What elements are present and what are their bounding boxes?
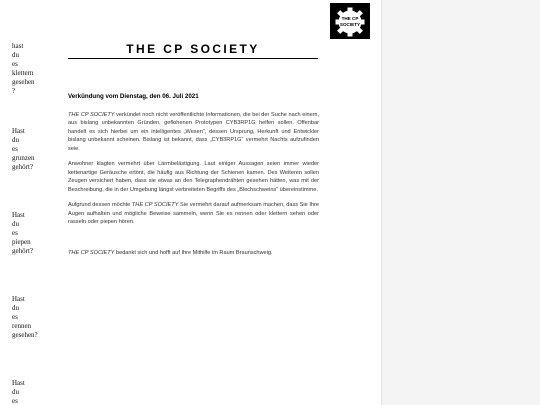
logo-line1: THE CP	[341, 16, 359, 21]
logo-line2: SOCIETY	[339, 22, 361, 27]
question-rennen	[12, 295, 58, 340]
question-word: klettern	[12, 69, 34, 78]
question-word: gesehen?	[12, 331, 38, 340]
question-word: piepen	[12, 238, 31, 247]
paragraph-2	[68, 160, 319, 194]
sidebar-questions	[0, 0, 58, 405]
society-name: THE CP SOCIETY	[68, 111, 115, 118]
question-word: grunzen	[12, 154, 35, 163]
question-word: du	[12, 304, 19, 313]
paragraph-text: Sie vermehrt darauf aufmerksam machen, dass Sie Ihre Augen aufhalten und mögliche Beweise sammeln, wenn Sie es rennen oder klettern sehen oder rasseln oder piepen hören.	[68, 202, 319, 225]
society-logo[interactable]	[330, 3, 370, 39]
question-word: Hast	[12, 379, 25, 387]
question-word: ?	[12, 87, 16, 96]
question-word: es	[12, 60, 18, 69]
question-word: gehört?	[12, 163, 33, 172]
question-word: Hast	[12, 295, 25, 303]
question-word: gesehen	[12, 78, 35, 87]
question-word: du	[12, 51, 19, 60]
question-grunzen	[12, 127, 58, 172]
question-word: es	[12, 397, 18, 405]
question-word: du	[12, 220, 19, 229]
question-klettern	[12, 42, 58, 97]
page-title: THE CP SOCIETY	[126, 42, 260, 56]
society-name: THE CP SOCIETY	[131, 202, 179, 208]
question-piepen	[12, 211, 58, 256]
question-word: rennen	[12, 322, 32, 331]
page-edge	[381, 0, 382, 405]
paragraph-text: verkündet noch nicht veröffentlichte Informationen, die bei der Suche nach einem, aus bislang unbekannten Gründen, geflohenen Prototypen CYB3RP1G helfen sollen. Offenbar handelt es sich hierbei um ein intelligentes „Wesen“, dessen Ursprung, Herkunft und Entwickler bislang unbekannt scheinen. Bislang ist bekannt, dass „CYB3RP1G“ vermehrt Nachts aufzufinden seie.	[68, 111, 319, 152]
question-word: gehört?	[12, 247, 33, 256]
paragraph-text: Aufgrund dessen möchte	[68, 202, 132, 208]
paragraph-1	[68, 111, 319, 154]
paragraph-text: Anwohner klagten vermehrt über Lärmbelästigung. Laut einiger Aussagen seien immer wieder kettenartige Geräusche ertönt, die häufig aus Richtung der Schienen kamen. Des Weiteren sollen Zeugen versichert haben, dass sie etwas an den Telegraphendrähten gesehen hätten, was mit der Beschreibung, die in der Umgebung längst verbreiteten Begriffs des „Blechschweins“ übereinstimme.	[68, 161, 319, 193]
question-word: es	[12, 145, 18, 154]
question-word: du	[12, 136, 19, 145]
question-partial	[12, 379, 58, 405]
paragraph-text: bedankt sich und hofft auf Ihre Mithilfe im Raum Braunschweig.	[114, 249, 273, 256]
question-word: es	[12, 313, 18, 322]
question-word: es	[12, 229, 18, 238]
society-name: THE CP SOCIETY	[68, 249, 115, 256]
announcement-heading: Verkündung vom Dienstag, den 06. Juli 2021	[68, 93, 199, 100]
title-divider	[68, 58, 318, 59]
question-word: hast	[12, 42, 24, 50]
announcement-body	[68, 93, 319, 264]
question-word: du	[12, 388, 19, 397]
paragraph-3	[68, 201, 319, 227]
question-word: Hast	[12, 127, 25, 135]
gear-icon	[330, 3, 370, 39]
closing-paragraph	[68, 249, 319, 258]
question-word: Hast	[12, 211, 25, 219]
